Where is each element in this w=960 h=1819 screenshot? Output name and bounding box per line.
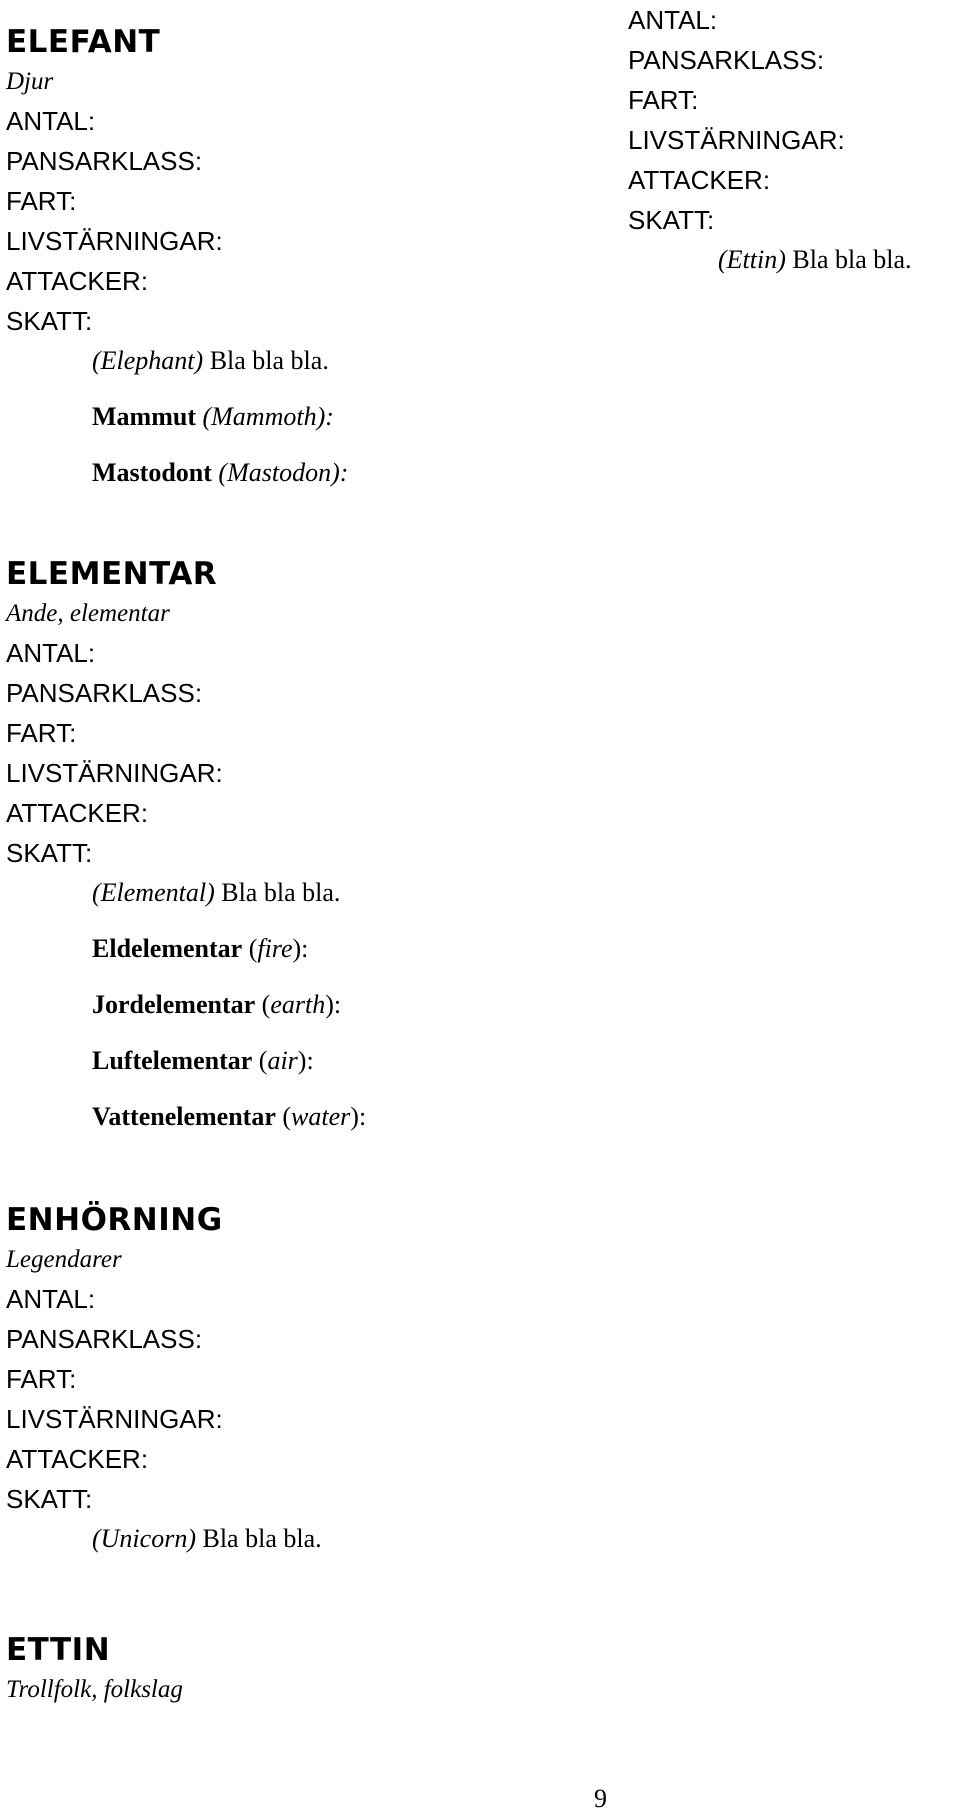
stat-livstarningar: LIVSTÄRNINGAR:	[6, 758, 223, 788]
entry-title: ELEFANT	[6, 24, 161, 60]
entry-type: Djur	[6, 68, 54, 95]
entry-title: ENHÖRNING	[6, 1202, 223, 1238]
subentry-mastodont: Mastodont (Mastodon):	[92, 458, 349, 487]
stat-livstarningar: LIVSTÄRNINGAR:	[628, 125, 845, 155]
subentry-eldelementar: Eldelementar (fire):	[92, 934, 309, 963]
desc-english-name: (Elephant)	[92, 346, 204, 375]
stat-antal: ANTAL:	[6, 1284, 96, 1314]
stat-pansarklass: PANSARKLASS:	[6, 146, 203, 176]
subentry-jordelementar: Jordelementar (earth):	[92, 990, 342, 1019]
stat-skatt: SKATT:	[6, 306, 93, 336]
right-column	[628, 0, 958, 278]
entry-description: (Unicorn) Bla bla bla.	[92, 1524, 322, 1553]
stat-skatt: SKATT:	[628, 205, 715, 235]
stat-fart: FART:	[628, 85, 699, 115]
subentry-luftelementar: Luftelementar (air):	[92, 1046, 314, 1075]
subentry-mammut: Mammut (Mammoth):	[92, 402, 334, 431]
entry-description	[92, 343, 348, 379]
entry-title: ETTIN	[6, 1632, 111, 1668]
entry-ettin	[6, 1632, 183, 1709]
stat-fart: FART:	[6, 1364, 77, 1394]
stat-pansarklass: PANSARKLASS:	[628, 45, 825, 75]
entry-type: Trollfolk, folkslag	[6, 1676, 183, 1703]
stat-antal: ANTAL:	[6, 638, 96, 668]
page-number: 9	[594, 1784, 607, 1813]
stat-attacker: ATTACKER:	[6, 798, 149, 828]
subentry-vattenelementar: Vattenelementar (water):	[92, 1102, 367, 1131]
entry-title: ELEMENTAR	[6, 556, 218, 592]
stat-livstarningar: LIVSTÄRNINGAR:	[6, 1404, 223, 1434]
entry-type: Ande, elementar	[6, 600, 170, 627]
stat-antal: ANTAL:	[628, 5, 718, 35]
stat-pansarklass: PANSARKLASS:	[6, 678, 203, 708]
stat-skatt: SKATT:	[6, 1484, 93, 1514]
stat-skatt: SKATT:	[6, 838, 93, 868]
stat-attacker: ATTACKER:	[628, 165, 771, 195]
entry-enhorning	[6, 1202, 322, 1557]
stat-fart: FART:	[6, 186, 77, 216]
entry-description: (Ettin) Bla bla bla.	[718, 245, 912, 274]
stat-attacker: ATTACKER:	[6, 1444, 149, 1474]
stat-pansarklass: PANSARKLASS:	[6, 1324, 203, 1354]
entry-elementar	[6, 556, 366, 1135]
entry-elefant	[6, 24, 348, 491]
stat-livstarningar: LIVSTÄRNINGAR:	[6, 226, 223, 256]
entry-description: (Elemental) Bla bla bla.	[92, 878, 341, 907]
stat-attacker: ATTACKER:	[6, 266, 149, 296]
desc-text: Bla bla bla.	[203, 346, 329, 375]
stat-fart: FART:	[6, 718, 77, 748]
entry-type: Legendarer	[6, 1246, 122, 1273]
stat-antal: ANTAL:	[6, 106, 96, 136]
